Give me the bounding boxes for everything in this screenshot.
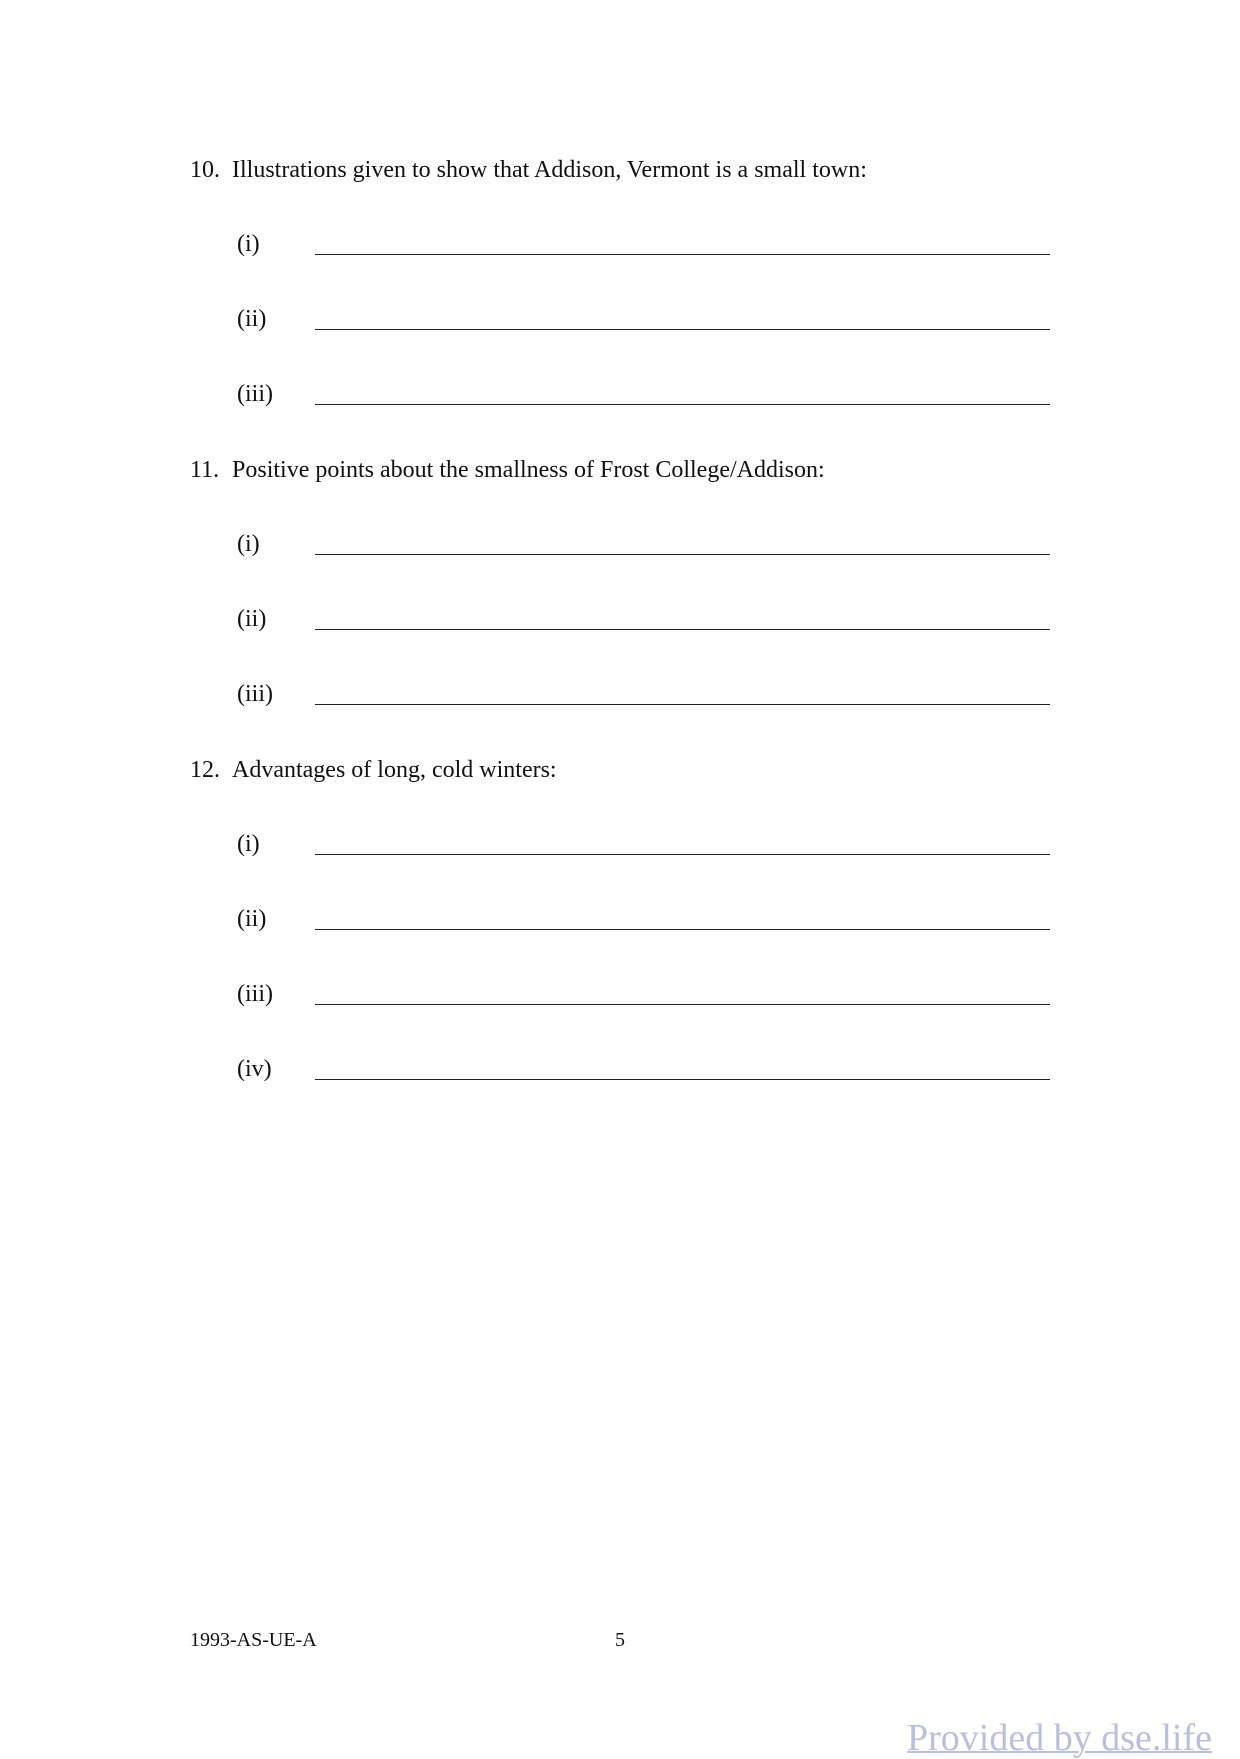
answer-line[interactable] — [315, 1004, 1050, 1005]
answer-row — [190, 604, 1090, 679]
answer-list — [190, 529, 1090, 754]
answer-label: (iii) — [237, 381, 273, 407]
answer-row — [190, 1054, 1090, 1129]
answer-row — [190, 829, 1090, 904]
answer-row — [190, 679, 1090, 754]
answer-line[interactable] — [315, 554, 1050, 555]
question-title — [190, 155, 1090, 185]
answer-row — [190, 904, 1090, 979]
answer-line[interactable] — [315, 854, 1050, 855]
answer-label: (i) — [237, 831, 260, 857]
question-number: 11. — [190, 457, 220, 483]
answer-line[interactable] — [315, 1079, 1050, 1080]
question-number: 10. — [190, 157, 220, 183]
page-number: 5 — [615, 1629, 625, 1651]
answer-label: (iii) — [237, 981, 273, 1007]
question-text: Advantages of long, cold winters: — [232, 757, 557, 783]
answer-line[interactable] — [315, 704, 1050, 705]
answer-row — [190, 304, 1090, 379]
question-11 — [190, 455, 1090, 754]
answer-label: (i) — [237, 531, 260, 557]
question-title — [190, 455, 1090, 485]
answer-row — [190, 979, 1090, 1054]
answer-label: (ii) — [237, 906, 267, 932]
answer-list — [190, 229, 1090, 454]
question-title — [190, 755, 1090, 785]
answer-line[interactable] — [315, 329, 1050, 330]
answer-line[interactable] — [315, 629, 1050, 630]
answer-line[interactable] — [315, 929, 1050, 930]
question-number: 12. — [190, 757, 220, 783]
answer-row — [190, 229, 1090, 304]
question-text: Positive points about the smallness of Frost College/Addison: — [232, 457, 825, 483]
question-text: Illustrations given to show that Addison, Vermont is a small town: — [232, 157, 867, 183]
question-10 — [190, 155, 1090, 454]
answer-label: (i) — [237, 231, 260, 257]
watermark-link[interactable]: Provided by dse.life — [906, 1717, 1212, 1759]
answer-row — [190, 529, 1090, 604]
paper-code: 1993-AS-UE-A — [190, 1629, 317, 1651]
answer-list — [190, 829, 1090, 1129]
question-12 — [190, 755, 1090, 1129]
answer-label: (iii) — [237, 681, 273, 707]
answer-label: (iv) — [237, 1056, 272, 1082]
answer-label: (ii) — [237, 306, 267, 332]
answer-label: (ii) — [237, 606, 267, 632]
answer-row — [190, 379, 1090, 454]
answer-line[interactable] — [315, 404, 1050, 405]
answer-line[interactable] — [315, 254, 1050, 255]
